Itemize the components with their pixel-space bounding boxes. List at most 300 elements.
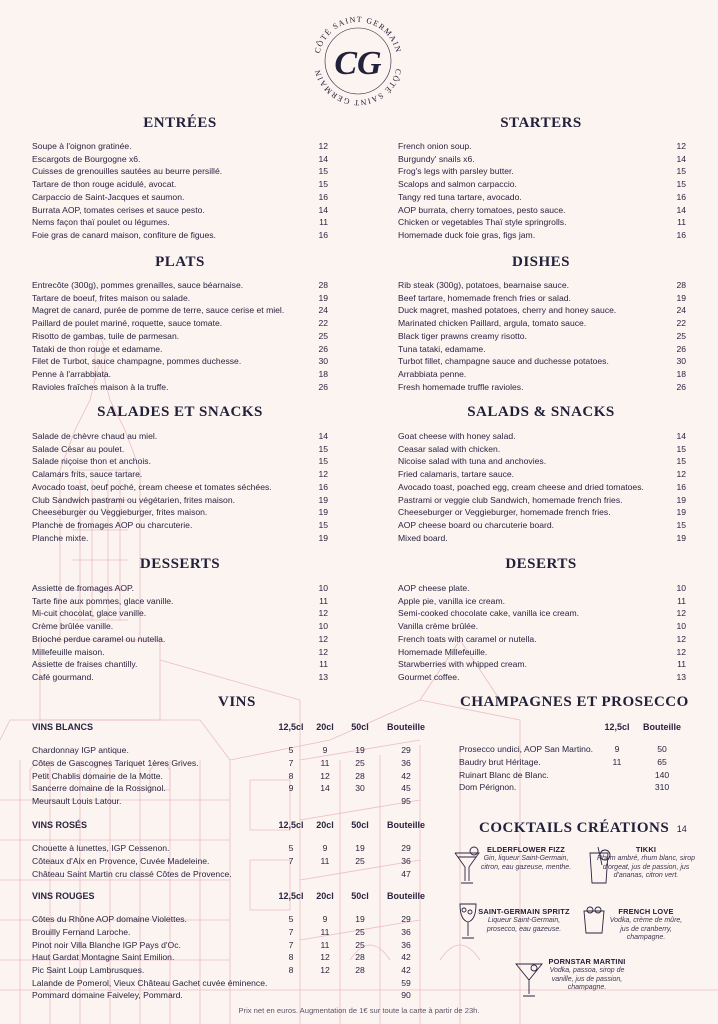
menu-item <box>398 481 686 494</box>
champagne-row <box>459 743 687 756</box>
wine-group-header <box>32 720 432 734</box>
wine-name: Côtes de Gascognes Tariquet 1ères Grives. <box>32 758 199 769</box>
menu-item <box>32 216 328 229</box>
cocktails-heading-block <box>479 819 687 837</box>
menu-item-name: Tartare de boeuf, frites maison ou salade. <box>32 292 191 303</box>
menu-item-price: 12 <box>676 141 686 151</box>
wine-row <box>32 951 432 964</box>
wine-group-title: VINS ROSÉS <box>32 820 88 830</box>
cocktail-name: FRENCH LOVE <box>618 907 674 916</box>
wine-price: 7 <box>288 758 294 769</box>
menu-item <box>398 620 686 633</box>
menu-item <box>32 607 328 620</box>
menu-item-name: Turbot fillet, champagne sauce and duchesse potatoes. <box>398 356 609 367</box>
menu-item-price: 11 <box>677 659 686 670</box>
wine-price: 8 <box>288 952 294 963</box>
cocktail-elderflower-fizz <box>478 846 574 872</box>
champagne-column-header: 12,5cl <box>604 722 630 732</box>
wine-price: 9 <box>288 783 294 794</box>
menu-item <box>398 595 686 608</box>
wine-price: 36 <box>401 758 411 769</box>
wine-price: 25 <box>355 856 365 867</box>
menu-item-price: 19 <box>676 532 686 543</box>
menu-item-name: Cheeseburger or Veggieburger, homemade french fries. <box>398 507 611 518</box>
wine-price: 19 <box>355 914 365 925</box>
menu-item-price: 24 <box>676 305 686 316</box>
vins-blancs-table <box>32 720 432 807</box>
wine-row <box>32 867 432 880</box>
menu-item-name: Burgundy' snails x6. <box>398 153 475 164</box>
menu-item-price: 25 <box>676 330 686 341</box>
wine-row <box>32 976 432 989</box>
martini-glass-icon <box>514 958 544 998</box>
menu-item-name: Paillard de poulet mariné, roquette, sauce tomate. <box>32 318 223 329</box>
menu-item-name: Salade niçoise thon et anchois. <box>32 456 151 467</box>
wine-name: Pic Saint Loup Lambrusques. <box>32 965 145 976</box>
wine-name: Pinot noir Villa Blanche IGP Pays d'Oc. <box>32 939 181 950</box>
deserts-heading: DESERTS <box>505 556 577 572</box>
wine-column-header: 50cl <box>351 722 369 732</box>
menu-item-price: 10 <box>318 583 328 593</box>
champagne-price: 65 <box>657 757 667 768</box>
cocktails-price: 14 <box>676 824 687 834</box>
deserts-list <box>398 582 686 684</box>
champagnes-table <box>459 720 687 794</box>
champagne-row <box>459 781 687 794</box>
wine-column-header: 20cl <box>316 722 334 732</box>
wine-price: 25 <box>355 939 365 950</box>
menu-item-name: Homemade Millefeuille. <box>398 646 488 657</box>
cocktail-name: SAINT-GERMAIN SPRITZ <box>478 907 570 916</box>
wine-price: 9 <box>322 843 328 854</box>
menu-item-price: 18 <box>318 368 328 379</box>
dishes-list <box>398 279 686 393</box>
menu-item-price: 14 <box>676 431 686 441</box>
menu-item <box>398 279 686 292</box>
starters-heading: STARTERS <box>500 115 582 131</box>
menu-item <box>32 481 328 494</box>
plats-heading: PLATS <box>155 254 205 270</box>
menu-item-price: 22 <box>318 318 328 329</box>
wine-group-title: VINS ROUGES <box>32 891 95 901</box>
dishes-heading: DISHES <box>511 254 571 270</box>
menu-item <box>398 671 686 684</box>
menu-item-price: 10 <box>676 621 686 632</box>
menu-item-price: 18 <box>676 368 686 379</box>
menu-item <box>32 381 328 394</box>
footer-note: Prix net en euros. Augmentation de 1€ sur toute la carte à partir de 23h. <box>238 1006 480 1015</box>
wine-price: 12 <box>320 952 330 963</box>
menu-item <box>32 658 328 671</box>
champagne-row <box>459 768 687 781</box>
menu-item <box>32 494 328 507</box>
menu-item <box>32 317 328 330</box>
menu-item-price: 15 <box>318 456 328 467</box>
wine-column-header: 12,5cl <box>278 891 304 901</box>
menu-item <box>32 204 328 217</box>
menu-item <box>398 381 686 394</box>
menu-item-name: Marinated chicken Paillard, argula, tomato sauce. <box>398 318 587 329</box>
champagne-name: Dom Pérignon. <box>459 782 517 793</box>
champagne-name: Baudry brut Héritage. <box>459 757 541 768</box>
menu-item-name: Risotto de gambas, tuile de parmesan. <box>32 330 180 341</box>
menu-item-name: Rib steak (300g), potatoes, bearnaise sauce. <box>398 280 570 290</box>
menu-item-price: 15 <box>676 166 686 177</box>
wine-price: 28 <box>355 770 365 781</box>
wine-column-header: 50cl <box>351 820 369 830</box>
cocktails-heading: COCKTAILS CRÉATIONS <box>479 820 670 836</box>
menu-item-price: 15 <box>318 179 328 190</box>
cocktail-description: Vodka, crème de mûre, jus de cranberry, champagne. <box>609 917 683 942</box>
vins-rouges-table <box>32 889 432 1002</box>
menu-item-name: Cuisses de grenouilles sautées au beurre persillé. <box>32 166 223 177</box>
wine-price: 42 <box>401 952 411 963</box>
menu-item <box>32 343 328 356</box>
menu-item <box>398 204 686 217</box>
menu-item-price: 15 <box>318 166 328 177</box>
menu-item-price: 24 <box>318 305 328 316</box>
cocktail-description: Vodka, passoa, sirop de vanille, jus de passion, champagne. <box>549 967 625 992</box>
menu-item <box>32 506 328 519</box>
menu-item-price: 10 <box>318 621 328 632</box>
menu-item-name: Homemade duck foie gras, figs jam. <box>398 229 536 240</box>
menu-item <box>32 443 328 456</box>
menu-item <box>398 519 686 532</box>
wine-column-header: 12,5cl <box>278 820 304 830</box>
champagne-price: 50 <box>657 744 667 755</box>
champagne-row <box>459 756 687 769</box>
salades-list <box>32 430 328 544</box>
wine-row <box>32 782 432 795</box>
cocktail-name: ELDERFLOWER FIZZ <box>487 845 565 854</box>
menu-item <box>32 430 328 443</box>
menu-item-price: 11 <box>319 217 328 228</box>
cocktail-saint-germain-spritz <box>474 908 574 934</box>
menu-item-price: 28 <box>318 280 328 290</box>
menu-item <box>398 633 686 646</box>
wine-row <box>32 964 432 977</box>
wine-price: 25 <box>355 927 365 938</box>
menu-item-price: 11 <box>677 217 686 228</box>
wine-row <box>32 744 432 757</box>
menu-item-name: Carpaccio de Saint-Jacques et saumon. <box>32 191 185 202</box>
menu-item <box>398 430 686 443</box>
champagne-name: Prosecco undici, AOP San Martino. <box>459 744 594 755</box>
menu-item-price: 12 <box>676 608 686 619</box>
menu-item-price: 12 <box>318 633 328 644</box>
menu-item <box>32 304 328 317</box>
wine-row <box>32 926 432 939</box>
wine-price: 5 <box>288 745 294 756</box>
menu-item <box>398 343 686 356</box>
menu-item <box>398 506 686 519</box>
cocktail-description: Gin, liqueur Saint-Germain, citron, eau gazeuse, menthe. <box>480 855 572 871</box>
salads-list <box>398 430 686 544</box>
menu-item-name: Cheeseburger ou Veggieburger, frites maison. <box>32 507 208 518</box>
wine-group-title: VINS BLANCS <box>32 722 94 732</box>
champagne-header <box>459 720 687 734</box>
menu-item <box>32 582 328 595</box>
menu-item-name: Tuna tataki, edamame. <box>398 343 486 354</box>
menu-item-price: 15 <box>676 443 686 454</box>
wine-price: 59 <box>401 977 411 988</box>
salads-heading: SALADS & SNACKS <box>467 404 615 420</box>
menu-item-name: Gourmet coffee. <box>398 671 460 682</box>
menu-item-name: Duck magret, mashed potatoes, cherry and honey sauce. <box>398 305 617 316</box>
menu-item-name: Millefeuille maison. <box>32 646 105 657</box>
menu-item-name: Ravioles fraîches maison à la truffe. <box>32 381 169 392</box>
wine-price: 29 <box>401 843 411 854</box>
wine-price: 95 <box>401 796 411 807</box>
wine-price: 45 <box>401 783 411 794</box>
menu-item-name: AOP burrata, cherry tomatoes, pesto sauce. <box>398 204 566 215</box>
menu-item <box>32 671 328 684</box>
wine-price: 36 <box>401 856 411 867</box>
vins-heading: VINS <box>218 694 256 710</box>
menu-item-name: Foie gras de canard maison, confiture de figues. <box>32 229 216 240</box>
menu-item-price: 12 <box>318 646 328 657</box>
menu-item <box>32 292 328 305</box>
menu-item-price: 11 <box>677 595 686 606</box>
menu-item <box>32 153 328 166</box>
entrees-heading: ENTRÉES <box>143 115 217 131</box>
menu-item <box>398 582 686 595</box>
menu-item <box>32 368 328 381</box>
wine-row <box>32 938 432 951</box>
menu-item <box>398 153 686 166</box>
wine-column-header: Bouteille <box>386 820 425 830</box>
cocktail-french-love <box>608 908 684 943</box>
menu-item <box>32 165 328 178</box>
wine-name: Chardonnay IGP antique. <box>32 745 129 756</box>
wine-name: Lalande de Pomerol, Vieux Château Gachet cuvée éminence. <box>32 977 268 988</box>
menu-item-price: 16 <box>676 229 686 240</box>
menu-item <box>32 330 328 343</box>
menu-item <box>398 330 686 343</box>
menu-item-name: Chicken or vegetables Thaï style springrolls. <box>398 217 567 228</box>
champagnes-heading: CHAMPAGNES ET PROSECCO <box>460 694 689 710</box>
menu-item-name: Tataki de thon rouge et edamame. <box>32 343 163 354</box>
wine-price: 7 <box>288 856 294 867</box>
menu-item-name: Semi-cooked chocolate cake, vanilla ice cream. <box>398 608 580 619</box>
menu-item-name: Fried calamaris, tartare sauce. <box>398 469 515 480</box>
menu-item-name: Mixed board. <box>398 532 448 543</box>
menu-item-price: 12 <box>318 141 328 151</box>
wine-column-header: 20cl <box>316 820 334 830</box>
wine-row <box>32 855 432 868</box>
champagne-price: 310 <box>654 782 670 793</box>
menu-item-price: 26 <box>318 343 328 354</box>
menu-item-price: 15 <box>318 519 328 530</box>
menu-item-price: 11 <box>319 595 328 606</box>
menu-item-name: Burrata AOP, tomates cerises et sauce pesto. <box>32 204 205 215</box>
menu-item <box>398 191 686 204</box>
menu-item-name: AOP cheese plate. <box>398 583 470 593</box>
menu-item-name: Avocado toast, oeuf poché, cream cheese et tomates séchées. <box>32 481 272 492</box>
wine-price: 28 <box>355 965 365 976</box>
menu-item <box>398 292 686 305</box>
menu-item-name: Assiette de fromages AOP. <box>32 583 135 593</box>
menu-item-name: French toats with caramel or nutella. <box>398 633 537 644</box>
menu-item-price: 19 <box>676 292 686 303</box>
desserts-list <box>32 582 328 684</box>
menu-item-price: 16 <box>676 481 686 492</box>
starters-list <box>398 140 686 242</box>
menu-item-price: 14 <box>676 153 686 164</box>
menu-item-price: 12 <box>318 469 328 480</box>
desserts-heading: DESSERTS <box>139 556 221 572</box>
menu-item <box>398 165 686 178</box>
menu-item-price: 28 <box>676 280 686 290</box>
wine-price: 7 <box>288 939 294 950</box>
wine-price: 9 <box>322 745 328 756</box>
menu-item-price: 26 <box>676 343 686 354</box>
menu-item-name: Crème brûlée vanille. <box>32 621 114 632</box>
menu-item-name: Magret de canard, purée de pomme de terre, sauce cerise et miel. <box>32 305 285 316</box>
menu-item-price: 30 <box>318 356 328 367</box>
menu-item-name: Tartare de thon rouge acidulé, avocat. <box>32 179 177 190</box>
menu-item <box>32 191 328 204</box>
wine-row <box>32 795 432 808</box>
menu-item-name: Tarte fine aux pommes, glace vanille. <box>32 595 174 606</box>
wine-price: 36 <box>401 927 411 938</box>
menu-item-name: Assiette de fraises chantilly. <box>32 659 138 670</box>
vins-roses-table <box>32 818 432 880</box>
cocktail-name: TIKKI <box>635 845 657 854</box>
wine-column-header: 12,5cl <box>278 722 304 732</box>
menu-item-price: 22 <box>676 318 686 329</box>
menu-item-price: 15 <box>676 456 686 467</box>
menu-item-name: Black tiger prawns creamy risotto. <box>398 330 527 341</box>
menu-item <box>32 633 328 646</box>
wine-price: 25 <box>355 758 365 769</box>
menu-item-price: 14 <box>676 204 686 215</box>
menu-item <box>32 595 328 608</box>
svg-text:CG: CG <box>334 45 382 82</box>
wine-price: 90 <box>401 990 411 1001</box>
wine-price: 7 <box>288 927 294 938</box>
menu-item <box>398 355 686 368</box>
menu-item-price: 26 <box>318 381 328 392</box>
menu-item <box>398 317 686 330</box>
menu-item-price: 19 <box>676 494 686 505</box>
wine-group-header <box>32 889 432 903</box>
champagne-price: 140 <box>654 769 670 780</box>
menu-item <box>32 532 328 545</box>
wine-price: 42 <box>401 965 411 976</box>
wine-group-header <box>32 818 432 832</box>
champagne-name: Ruinart Blanc de Blanc. <box>459 769 549 780</box>
menu-item-price: 12 <box>676 469 686 480</box>
wine-price: 11 <box>320 927 330 938</box>
menu-item-name: Starwberries with whipped cream. <box>398 659 527 670</box>
menu-item-name: Beef tartare, homemade french fries or salad. <box>398 292 571 303</box>
menu-item-price: 30 <box>676 356 686 367</box>
menu-item-price: 15 <box>676 179 686 190</box>
cocktail-description: Liqueur Saint-Germain, prosecco, eau gazeuse. <box>486 917 562 933</box>
menu-item-price: 12 <box>676 633 686 644</box>
cocktail-name: PORNSTAR MARTINI <box>548 957 626 966</box>
wine-price: 30 <box>355 783 365 794</box>
wine-price: 29 <box>401 914 411 925</box>
svg-text:CÔTÉ SAINT GERMAIN: CÔTÉ SAINT GERMAIN <box>312 14 404 55</box>
menu-item <box>32 355 328 368</box>
menu-item-name: Entrecôte (300g), pommes grenailles, sauce béarnaise. <box>32 280 244 290</box>
menu-item <box>32 140 328 153</box>
wine-price: 8 <box>288 965 294 976</box>
salades-heading: SALADES ET SNACKS <box>97 404 263 420</box>
menu-item-price: 14 <box>318 153 328 164</box>
menu-item-price: 19 <box>318 507 328 518</box>
menu-item <box>398 494 686 507</box>
cocktail-description: Rhum ambré, rhum blanc, sirop d'orgeat, jus de passion, jus d'ananas, citron vert. <box>596 855 696 880</box>
menu-item <box>398 658 686 671</box>
menu-item <box>398 304 686 317</box>
svg-text:CÔTÉ SAINT GERMAIN: CÔTÉ SAINT GERMAIN <box>312 67 404 108</box>
wine-row <box>32 842 432 855</box>
menu-item-name: Fresh homemade truffle ravioles. <box>398 381 524 392</box>
wine-name: Château Saint Martin cru classé Côtes de Provence. <box>32 868 232 879</box>
menu-item <box>398 532 686 545</box>
wine-price: 19 <box>355 745 365 756</box>
menu-item-name: Pastrami or veggie club Sandwich, homemade french fries. <box>398 494 623 505</box>
wine-price: 11 <box>320 856 330 867</box>
menu-item-name: Escargots de Bourgogne x6. <box>32 153 141 164</box>
menu-item-name: Calamars frits, sauce tartare. <box>32 469 143 480</box>
menu-item <box>32 455 328 468</box>
menu-item <box>398 646 686 659</box>
wine-column-header: 50cl <box>351 891 369 901</box>
wine-price: 11 <box>320 758 330 769</box>
menu-item <box>32 646 328 659</box>
menu-item-name: Ceasar salad with chicken. <box>398 443 501 454</box>
menu-item <box>32 229 328 242</box>
brand-logo <box>305 8 411 114</box>
menu-item-price: 19 <box>318 292 328 303</box>
menu-item <box>32 279 328 292</box>
menu-item-price: 16 <box>676 191 686 202</box>
menu-item-price: 13 <box>318 671 328 682</box>
wine-price: 14 <box>320 783 330 794</box>
menu-item-price: 26 <box>676 381 686 392</box>
wine-name: Sancerre domaine de la Rossignol. <box>32 783 166 794</box>
menu-item-name: Nems façon thaï poulet ou légumes. <box>32 217 170 228</box>
menu-item-price: 14 <box>318 431 328 441</box>
wine-price: 47 <box>401 868 411 879</box>
menu-item-name: Planche de fromages AOP ou charcuterie. <box>32 519 193 530</box>
champagne-price: 11 <box>612 757 622 768</box>
menu-item-name: Arrabbiata penne. <box>398 368 467 379</box>
cocktail-tikki <box>596 846 696 881</box>
wine-row <box>32 989 432 1002</box>
wine-price: 42 <box>401 770 411 781</box>
wine-price: 5 <box>288 843 294 854</box>
champagne-column-header: Bouteille <box>642 722 681 732</box>
menu-item-name: AOP cheese board ou charcuterie board. <box>398 519 555 530</box>
menu-item-price: 15 <box>676 519 686 530</box>
wine-name: Côteaux d'Aix en Provence, Cuvée Madeleine. <box>32 856 210 867</box>
menu-item <box>398 455 686 468</box>
menu-item-name: Tangy red tuna tartare, avocado. <box>398 191 522 202</box>
menu-item <box>398 443 686 456</box>
menu-item-name: Penne à l'arrabbiata. <box>32 368 112 379</box>
menu-item <box>398 229 686 242</box>
wine-price: 36 <box>401 939 411 950</box>
menu-item-name: Club Sandwich pastrami ou végétarien, frites maison. <box>32 494 236 505</box>
menu-item-name: Apple pie, vanilla ice cream. <box>398 595 505 606</box>
wine-price: 11 <box>320 939 330 950</box>
menu-item-name: Café gourmand. <box>32 671 94 682</box>
